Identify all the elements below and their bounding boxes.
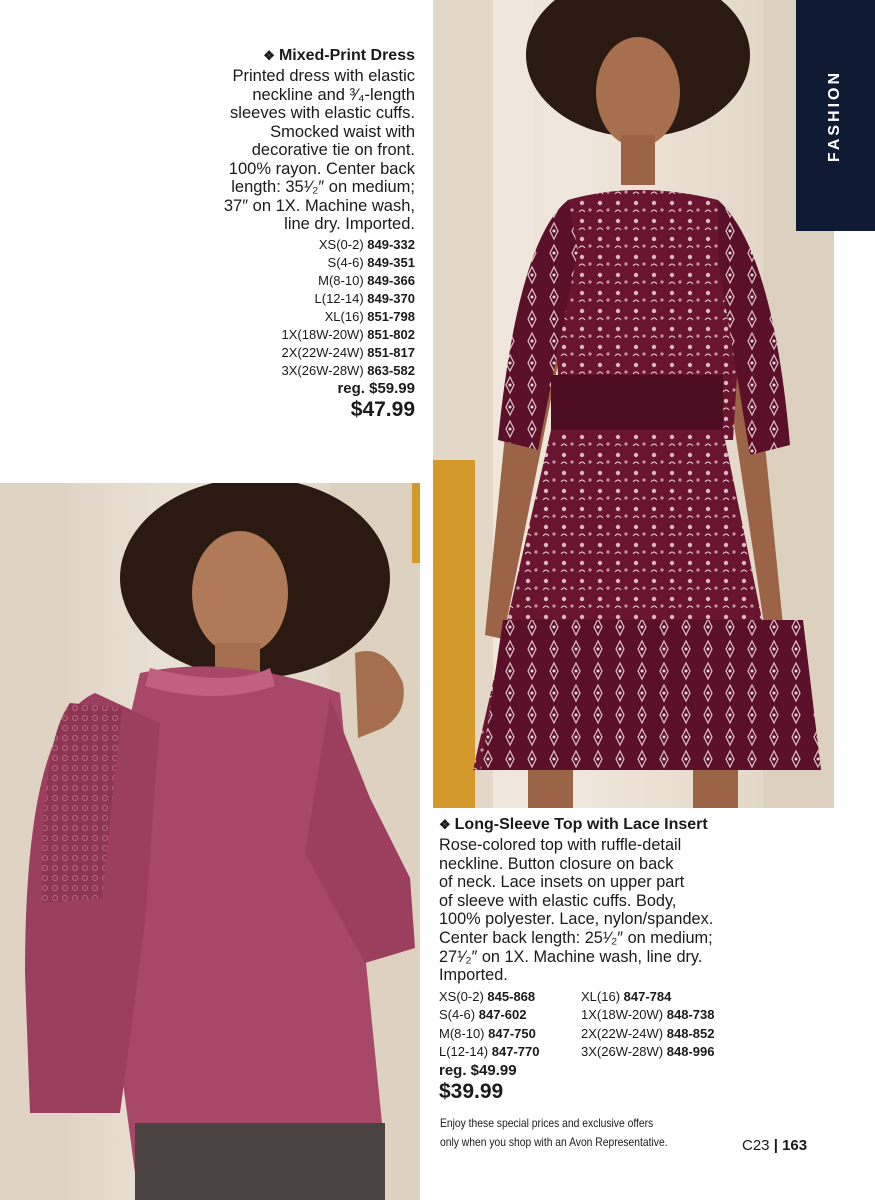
item-code: 848-996 — [666, 1044, 715, 1060]
top-desc-line: 100% polyester. Lace, nylon/spandex. — [439, 910, 714, 929]
item-code: 849-370 — [367, 290, 415, 306]
footer-note-line: only when you shop with an Avon Representative. — [440, 1135, 668, 1149]
size-row — [150, 362, 415, 380]
size-label: L(12-14) — [439, 1044, 489, 1060]
item-code: 848-738 — [666, 1007, 715, 1023]
top-illustration — [0, 483, 420, 1200]
item-code: 851-798 — [367, 308, 415, 324]
item-code: 851-802 — [367, 326, 415, 342]
dress-size-list — [150, 236, 415, 380]
size-label: 2X(22W-24W) — [281, 344, 364, 360]
dress-title-text: Mixed-Print Dress — [278, 47, 415, 64]
top-desc-line: Center back length: 25¹⁄₂″ on medium; — [439, 928, 713, 947]
bullet-icon: ❖ — [439, 817, 451, 832]
top-description — [439, 836, 779, 985]
bullet-icon: ❖ — [263, 48, 275, 63]
top-title — [439, 815, 779, 834]
page-number-value: 163 — [782, 1137, 808, 1154]
dress-illustration — [433, 0, 834, 808]
size-label: 2X(22W-24W) — [581, 1025, 664, 1041]
size-row — [150, 308, 415, 326]
dress-desc-line: Smocked waist with — [270, 122, 415, 141]
dress-desc-line: 37″ on 1X. Machine wash, — [223, 196, 415, 215]
footer-note-line: Enjoy these special prices and exclusive offers — [440, 1116, 654, 1130]
item-code: 847-784 — [623, 988, 672, 1004]
size-label: L(12-14) — [314, 290, 364, 306]
top-model-photo — [0, 483, 420, 1200]
footer-note — [440, 1114, 698, 1152]
top-desc-line: Rose-colored top with ruffle-detail — [439, 836, 682, 854]
size-label: XL(16) — [324, 308, 364, 324]
top-desc-line: neckline. Button closure on back — [439, 854, 674, 873]
section-tab — [796, 0, 875, 231]
size-row — [581, 1043, 781, 1062]
size-label: 1X(18W-20W) — [581, 1007, 664, 1023]
size-row — [150, 290, 415, 308]
top-size-list — [439, 988, 779, 1062]
section-tab-label: FASHION — [826, 69, 844, 162]
dress-description — [150, 67, 415, 234]
item-code: 847-750 — [488, 1025, 536, 1041]
page-section: C23 — [742, 1137, 770, 1154]
dress-desc-line: Printed dress with elastic — [232, 67, 415, 85]
dress-model-photo — [433, 0, 834, 808]
size-row — [150, 254, 415, 272]
size-row — [581, 1025, 781, 1044]
size-row — [150, 236, 415, 254]
top-desc-line: of neck. Lace insets on upper part — [439, 873, 685, 892]
item-code: 845-868 — [487, 988, 536, 1004]
dress-sale-price: $47.99 — [350, 397, 415, 421]
size-row — [150, 272, 415, 290]
size-row — [439, 1043, 581, 1062]
size-label: XS(0-2) — [439, 988, 484, 1004]
size-label: 1X(18W-20W) — [281, 326, 364, 342]
top-sale-price: $39.99 — [439, 1079, 504, 1103]
item-code: 851-817 — [367, 344, 415, 360]
item-code: 863-582 — [367, 362, 415, 378]
size-label: M(8-10) — [318, 272, 364, 288]
dress-desc-line: line dry. Imported. — [284, 215, 415, 233]
top-product-info — [439, 815, 779, 1104]
item-code: 849-351 — [367, 254, 415, 270]
top-title-text: Long-Sleeve Top with Lace Insert — [454, 816, 708, 833]
dress-desc-line: length: 35¹⁄₂″ on medium; — [231, 178, 415, 196]
size-label: XL(16) — [581, 988, 621, 1004]
page-separator: | — [773, 1137, 778, 1154]
size-label: 3X(26W-28W) — [281, 362, 364, 378]
dress-title — [150, 46, 415, 65]
dress-desc-line: decorative tie on front. — [251, 141, 415, 159]
size-label: M(8-10) — [439, 1025, 485, 1041]
dress-regular-price: reg. $59.99 — [337, 379, 415, 397]
size-row — [150, 344, 415, 362]
top-regular-price: reg. $49.99 — [439, 1061, 517, 1079]
top-desc-line: 27¹⁄₂″ on 1X. Machine wash, line dry. — [439, 947, 703, 966]
dress-desc-line: sleeves with elastic cuffs. — [230, 104, 415, 122]
size-label: XS(0-2) — [318, 236, 364, 252]
size-label: S(4-6) — [327, 254, 364, 270]
dress-desc-line: neckline and ³⁄₄-length — [252, 85, 415, 104]
dress-desc-line: 100% rayon. Center back — [228, 159, 415, 178]
item-code: 847-602 — [478, 1007, 527, 1023]
size-label: 3X(26W-28W) — [581, 1044, 664, 1060]
size-row — [439, 1025, 581, 1044]
size-label: S(4-6) — [439, 1007, 476, 1023]
size-row — [439, 988, 581, 1007]
size-row — [581, 988, 781, 1007]
top-desc-line: Imported. — [439, 966, 508, 985]
item-code: 847-770 — [491, 1044, 540, 1060]
item-code: 849-366 — [367, 272, 415, 288]
page-number — [742, 1137, 807, 1154]
item-code: 849-332 — [367, 236, 415, 252]
size-row — [581, 1006, 781, 1025]
item-code: 848-852 — [666, 1025, 715, 1041]
top-desc-line: of sleeve with elastic cuffs. Body, — [439, 891, 677, 910]
size-row — [150, 326, 415, 344]
dress-product-info — [150, 46, 415, 422]
size-row — [439, 1006, 581, 1025]
